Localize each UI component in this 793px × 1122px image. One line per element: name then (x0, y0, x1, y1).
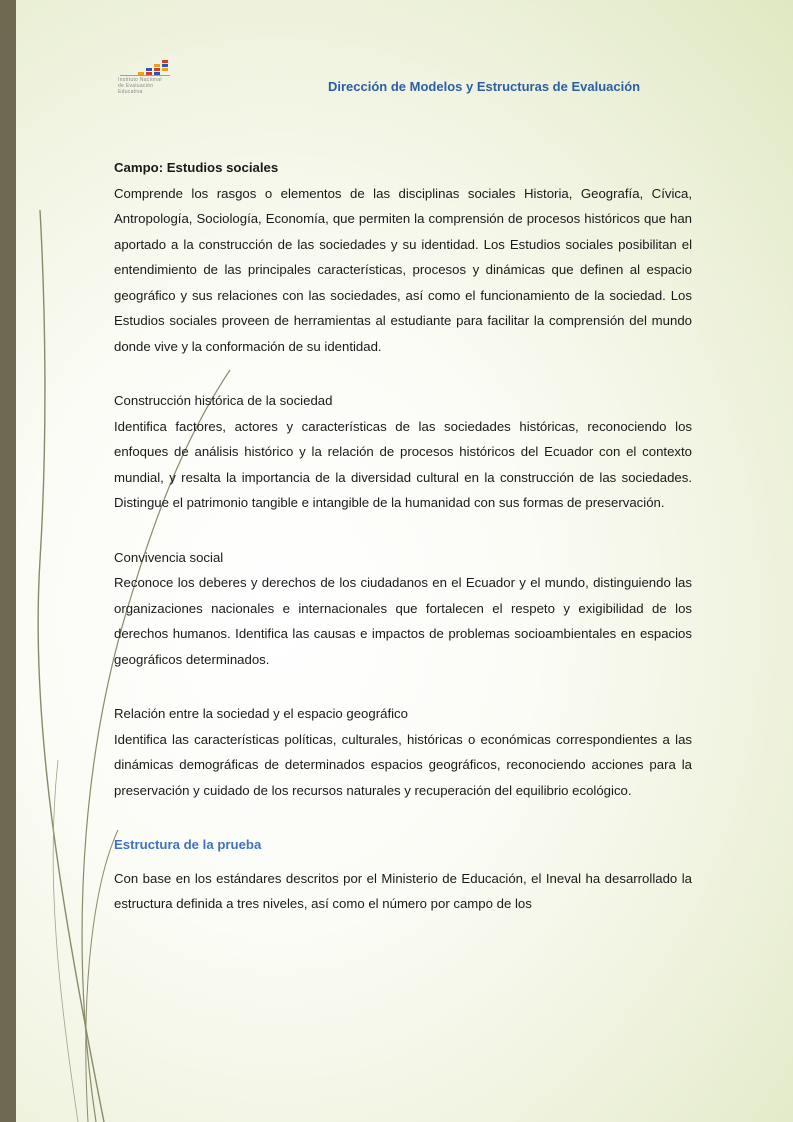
section-body-estructura: Con base en los estándares descritos por el Ministerio de Educación, el Ineval ha desarrollado la estructura definida a tres niveles, así como el número por campo de los (114, 870, 692, 911)
section-heading-estructura: Estructura de la prueba (114, 837, 262, 852)
section-heading-relacion: Relación entre la sociedad y el espacio geográfico (114, 706, 408, 721)
section-body-convivencia: Reconoce los deberes y derechos de los ciudadanos en el Ecuador y el mundo, distinguiendo las organizaciones nacionales e internacionales que fortalecen el respeto y exigibilidad de los derechos humanos. Identifica las causas e impactos de problemas socioambientales en espacios geográficos determinados. (114, 575, 692, 667)
logo-mark-icon (118, 58, 198, 78)
section-heading-campo: Campo: Estudios sociales (114, 160, 279, 175)
section-body-relacion: Identifica las características políticas, culturales, históricas o económicas correspondientes a las dinámicas demográficas de determinados espacios geográficos, reconociendo acciones para la preservación y cuidado de los recursos naturales y recuperación del equilibrio ecológico. (114, 731, 692, 798)
document-body (114, 155, 692, 917)
ineval-logo (118, 58, 198, 100)
section-heading-convivencia: Convivencia social (114, 549, 224, 565)
section-heading-construccion: Construcción histórica de la sociedad (114, 393, 333, 408)
section-body-campo: Comprende los rasgos o elementos de las disciplinas sociales Historia, Geografía, Cívica, Antropología, Sociología, Economía, que permiten la comprensión de procesos históricos que han aportado a la construcción de las sociedades y su identidad. Los Estudios sociales posibilitan el entendimiento de las principales características, procesos y dinámicas que definen al espacio geográfico y sus relaciones con las sociedades, así como el funcionamiento de la sociedad. Los Estudios sociales proveen de herramientas al estudiante para facilitar la comprensión del mundo donde vive y la conformación de su identidad. (114, 185, 692, 354)
section-body-construccion: Identifica factores, actores y características de las sociedades históricas, reconociendo los enfoques de análisis histórico y la relación de procesos históricos del Ecuador con el contexto mundial, y resalta la importancia de la diversidad cultural en la construcción de las sociedades. Distingue el patrimonio tangible e intangible de la humanidad con sus formas de preservación. (114, 418, 692, 510)
header-title: Dirección de Modelos y Estructuras de Evaluación (328, 79, 641, 94)
logo-text: Instituto Nacional de Evaluación Educativa (118, 77, 162, 95)
